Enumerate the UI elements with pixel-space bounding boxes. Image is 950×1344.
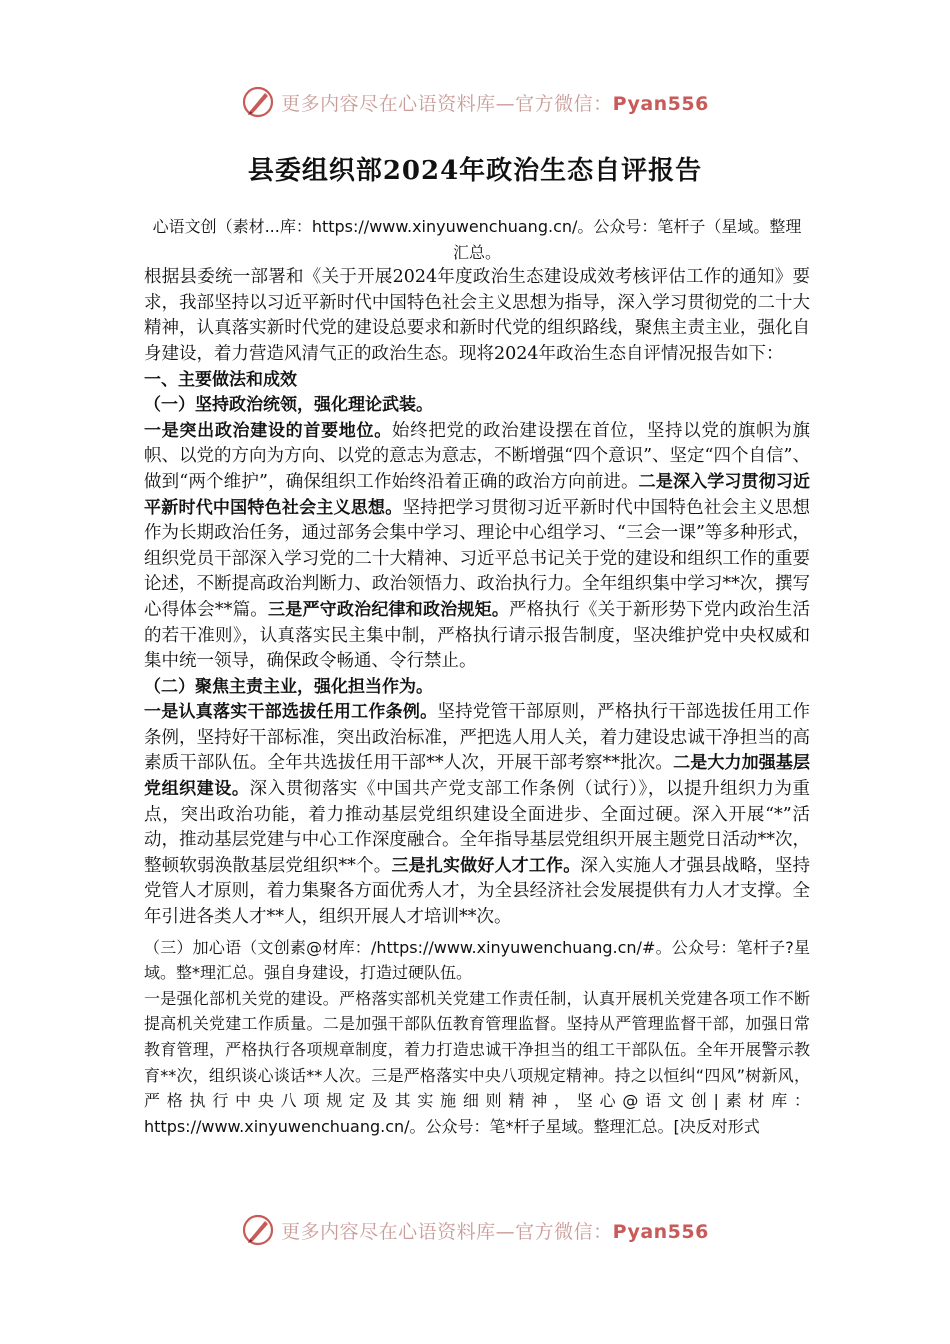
pen-brush-logo-icon xyxy=(241,1213,275,1247)
source-line: 心语文创（素材...库：https://www.xinyuwenchuang.cn/。公众号：笔杆子（星域。整理汇总。 xyxy=(152,217,802,262)
subsection-heading-3: （三）加心语（文创素@材库：/https://www.xinyuwenchuang.cn/#。公众号：笔杆子?星域。整*理汇总。强自身建设，打造过硬队伍。 xyxy=(144,937,810,983)
point-text: 深入贯彻落实《中国共产党支部工作条例（试行）》，以提升组织力为重点，突出政治功能，着力推动基层党组织建设全面进步、全面过硬。深入开展“*”活动，推动基层党建与中心工作深度融合。全年指导基层党组织开展主题党日活动**次，整顿软弱涣散基层党组织**个。 xyxy=(144,779,811,876)
header-watermark-banner xyxy=(0,82,950,122)
banner-text: 更多内容尽在心语资料库—官方微信： xyxy=(281,1220,613,1243)
subsection-1-paragraph xyxy=(144,419,810,675)
point-lead: 二是深入学习贯彻习近平新时代中国特色社会主义思想。 xyxy=(144,471,810,518)
point-lead: 一是突出政治建设的首要地位。 xyxy=(144,420,392,441)
subsection-heading-1: （一）坚持政治统领，强化理论武装。 xyxy=(144,395,433,416)
pen-brush-logo-icon xyxy=(241,85,275,119)
point-text: 严格执行《关于新形势下党内政治生活的若干准则》，认真落实民主集中制，严格执行请示报告制度，坚决维护党中央权威和集中统一领导，确保政令畅通、令行禁止。 xyxy=(144,599,811,672)
point-lead: 三是严守政治纪律和政治规矩。 xyxy=(268,599,510,620)
banner-wechat-id: Pyan556 xyxy=(612,1220,709,1243)
subsection-2-paragraph xyxy=(144,700,810,930)
footer-watermark-banner xyxy=(0,1210,950,1250)
subsection-3-paragraph: 一是强化部机关党的建设。严格落实部机关党建工作责任制，认真开展机关党建各项工作不断提高机关党建工作质量。二是加强干部队伍教育管理监督。坚持从严管理监督干部，加强日常教育管理，严格执行各项规章制度，着力打造忠诚干净担当的组工干部队伍。全年开展警示教育**次，组织谈心谈话**人次。三是严格落实中央八项规定精神。持之以恒纠“四风”树新风，严格执行中央八项规定及其实施细则精神，坚心@语文创|素材库：https://www.xinyuwenchuang.cn/。公众号：笔*杆子星域。整理汇总。[决反对形式 xyxy=(144,988,810,1136)
subsection-heading-2: （二）聚焦主责主业，强化担当作为。 xyxy=(144,676,433,697)
point-text: 始终把党的政治建设摆在首位，坚持以党的旗帜为旗帜、以党的方向为方向、以党的意志为意志，不断增强“四个意识”、坚定“四个自信”、做到“两个维护”，确保组织工作始终沿着正确的政治方向前进。 xyxy=(144,420,811,492)
point-text: 坚持把学习贯彻习近平新时代中国特色社会主义思想作为长期政治任务，通过部务会集中学习、理论中心组学习、“三会一课”等多种形式，组织党员干部深入学习党的二十大精神、习近平总书记关于党的建设和组织工作的重要论述，不断提高政治判断力、政治领悟力、政治执行力。全年组织集中学习**次，撰写心得体会**篇。 xyxy=(144,497,811,620)
point-text: 坚持党管干部原则，严格执行干部选拔任用工作条例，坚持好干部标准，突出政治标准，严把选人用人关，着力建设忠诚干净担当的高素质干部队伍。全年共选拔任用干部**人次，开展干部考察**批次。 xyxy=(144,702,811,774)
document-title: 县委组织部2024年政治生态自评报告 xyxy=(247,156,703,186)
section-heading-1: 一、主要做法和成效 xyxy=(144,369,297,390)
point-lead: 三是扎实做好人才工作。 xyxy=(391,855,581,876)
document-body xyxy=(144,214,810,1139)
point-lead: 一是认真落实干部选拔任用工作条例。 xyxy=(144,702,438,723)
banner-wechat-id: Pyan556 xyxy=(612,92,709,115)
point-text: 深入实施人才强县战略，坚持党管人才原则，着力集聚各方面优秀人才，为全县经济社会发展提供有力人才支撑。全年引进各类人才**人，组织开展人才培训**次。 xyxy=(144,855,811,928)
point-lead: 二是大力加强基层党组织建设。 xyxy=(144,753,811,800)
banner-text: 更多内容尽在心语资料库—官方微信： xyxy=(281,92,613,115)
intro-paragraph: 根据县委统一部署和《关于开展2024年度政治生态建设成效考核评估工作的通知》要求，我部坚持以习近平新时代中国特色社会主义思想为指导，深入学习贯彻党的二十大精神，认真落实新时代党的建设总要求和新时代党的组织路线，聚焦主责主业，强化自身建设，着力营造风清气正的政治生态。现将2024年政治生态自评情况报告如下： xyxy=(144,267,810,364)
